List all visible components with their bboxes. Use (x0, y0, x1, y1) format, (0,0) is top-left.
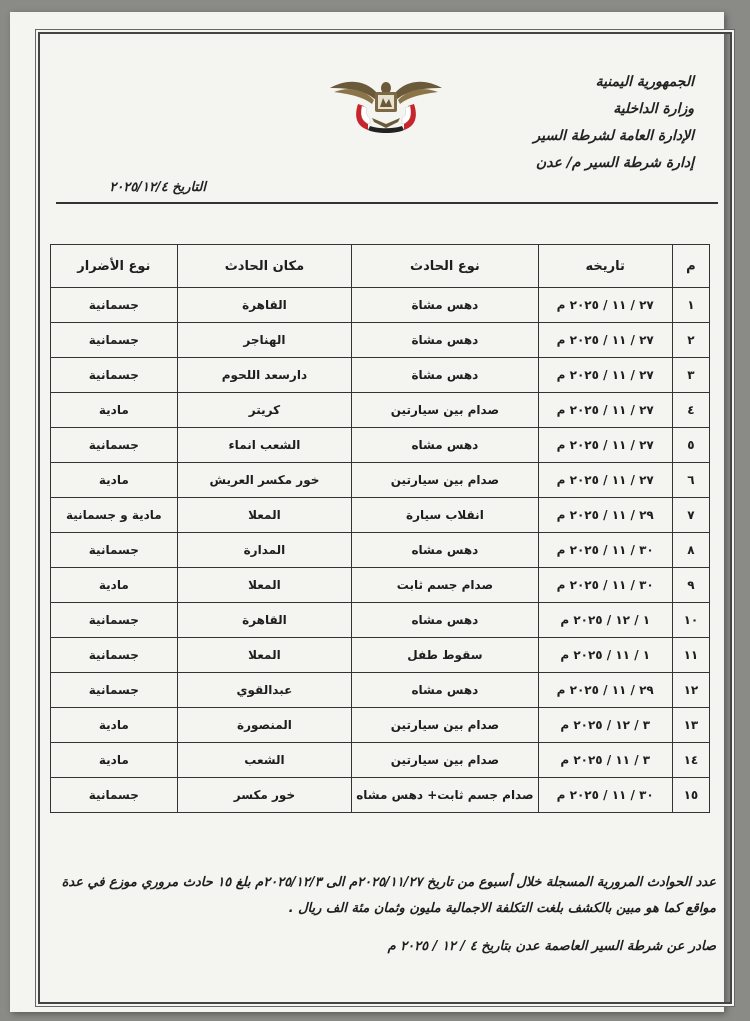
row-no: ١ (672, 288, 709, 323)
row-damage: جسمانية (51, 673, 178, 708)
issued-line: صادر عن شرطة السير العاصمة عدن بتاريخ ٤ / ١٢ / ٢٠٢٥ م (387, 939, 716, 954)
table-row (51, 778, 710, 813)
row-damage: جسمانية (51, 428, 178, 463)
row-date: ٣ / ١٢ / ٢٠٢٥ م (538, 708, 672, 743)
row-place: كريتر (177, 393, 352, 428)
row-damage: مادية (51, 708, 178, 743)
yemen-emblem-icon (328, 74, 444, 136)
row-type: صدام بين سيارتين (352, 743, 538, 778)
row-type: دهس مشاة (352, 288, 538, 323)
row-place: خور مكسر (177, 778, 352, 813)
row-no: ١٠ (672, 603, 709, 638)
table-row (51, 288, 710, 323)
row-date: ٢٧ / ١١ / ٢٠٢٥ م (538, 463, 672, 498)
row-damage: مادية (51, 743, 178, 778)
letterhead (434, 69, 694, 177)
row-place: الهناجر (177, 323, 352, 358)
header-no: م (672, 245, 709, 288)
row-type: انقلاب سيارة (352, 498, 538, 533)
row-no: ١٣ (672, 708, 709, 743)
row-damage: مادية و جسمانية (51, 498, 178, 533)
table-header-row (51, 245, 710, 288)
row-date: ٣٠ / ١١ / ٢٠٢٥ م (538, 568, 672, 603)
summary-text (50, 870, 716, 960)
row-date: ٢٧ / ١١ / ٢٠٢٥ م (538, 393, 672, 428)
row-type: صدام بين سيارتين (352, 708, 538, 743)
row-type: دهس مشاه (352, 673, 538, 708)
row-place: الشعب انماء (177, 428, 352, 463)
row-no: ٩ (672, 568, 709, 603)
row-place: الشعب (177, 743, 352, 778)
row-place: القاهرة (177, 288, 352, 323)
row-place: القاهرة (177, 603, 352, 638)
row-damage: جسمانية (51, 323, 178, 358)
header-country: الجمهورية اليمنية (595, 74, 694, 90)
row-place: المدارة (177, 533, 352, 568)
table-row (51, 393, 710, 428)
row-date: ١ / ١١ / ٢٠٢٥ م (538, 638, 672, 673)
header-branch: إدارة شرطة السير م/ عدن (535, 155, 694, 171)
summary-line-1: عدد الحوادث المرورية المسجلة خلال أسبوع من تاريخ ٢٠٢٥/١١/٢٧م الى ٢٠٢٥/١٢/٣م بلغ ١٥ حادث مروري موزع في عدة (61, 875, 716, 890)
table-row (51, 743, 710, 778)
header-damage: نوع الأضرار (51, 245, 178, 288)
table-row (51, 638, 710, 673)
row-no: ١٢ (672, 673, 709, 708)
row-damage: مادية (51, 463, 178, 498)
row-no: ١٥ (672, 778, 709, 813)
header-type: نوع الحادث (352, 245, 538, 288)
header-place: مكان الحادث (177, 245, 352, 288)
row-date: ٢٩ / ١١ / ٢٠٢٥ م (538, 498, 672, 533)
table-row (51, 568, 710, 603)
row-no: ٤ (672, 393, 709, 428)
row-place: المعلا (177, 638, 352, 673)
row-damage: جسمانية (51, 638, 178, 673)
row-place: عبدالقوي (177, 673, 352, 708)
row-date: ٣٠ / ١١ / ٢٠٢٥ م (538, 533, 672, 568)
header-divider (56, 202, 718, 204)
table-row (51, 533, 710, 568)
row-type: دهس مشاة (352, 323, 538, 358)
header-ministry: وزارة الداخلية (613, 101, 694, 117)
row-date: ٢٧ / ١١ / ٢٠٢٥ م (538, 323, 672, 358)
table-row (51, 673, 710, 708)
row-type: سقوط طفل (352, 638, 538, 673)
row-no: ٥ (672, 428, 709, 463)
table-row (51, 603, 710, 638)
row-damage: جسمانية (51, 603, 178, 638)
header-date: تاريخه (538, 245, 672, 288)
row-date: ٢٧ / ١١ / ٢٠٢٥ م (538, 358, 672, 393)
row-place: دارسعد اللحوم (177, 358, 352, 393)
row-damage: جسمانية (51, 778, 178, 813)
row-damage: جسمانية (51, 288, 178, 323)
row-type: صدام بين سيارتين (352, 463, 538, 498)
document-date: التاريخ ٢٠٢٥/١٢/٤ (109, 180, 206, 195)
row-date: ٢٧ / ١١ / ٢٠٢٥ م (538, 288, 672, 323)
table-row (51, 428, 710, 463)
row-date: ٣٠ / ١١ / ٢٠٢٥ م (538, 778, 672, 813)
row-date: ٢٧ / ١١ / ٢٠٢٥ م (538, 428, 672, 463)
row-type: صدام جسم ثابت+ دهس مشاه (352, 778, 538, 813)
row-no: ٨ (672, 533, 709, 568)
document-page (10, 12, 724, 1012)
summary-line-2: مواقع كما هو مبين بالكشف بلغت التكلفة الاجمالية مليون وثمان مئة الف ريال . (288, 901, 716, 916)
table-row (51, 463, 710, 498)
row-damage: مادية (51, 393, 178, 428)
row-no: ٢ (672, 323, 709, 358)
row-type: دهس مشاه (352, 428, 538, 463)
row-place: المعلا (177, 568, 352, 603)
table-body (51, 288, 710, 813)
incidents-table (50, 244, 710, 813)
row-no: ٧ (672, 498, 709, 533)
row-no: ٣ (672, 358, 709, 393)
row-no: ١١ (672, 638, 709, 673)
row-type: صدام جسم ثابت (352, 568, 538, 603)
table-row (51, 708, 710, 743)
row-type: صدام بين سيارتين (352, 393, 538, 428)
row-type: دهس مشاه (352, 603, 538, 638)
row-no: ٦ (672, 463, 709, 498)
row-date: ٢٩ / ١١ / ٢٠٢٥ م (538, 673, 672, 708)
row-damage: مادية (51, 568, 178, 603)
row-damage: جسمانية (51, 533, 178, 568)
row-place: المعلا (177, 498, 352, 533)
row-place: خور مكسر العريش (177, 463, 352, 498)
header-department: الإدارة العامة لشرطة السير (533, 128, 694, 144)
row-date: ٣ / ١١ / ٢٠٢٥ م (538, 743, 672, 778)
row-no: ١٤ (672, 743, 709, 778)
table-row (51, 358, 710, 393)
row-place: المنصورة (177, 708, 352, 743)
row-type: دهس مشاة (352, 358, 538, 393)
table-row (51, 323, 710, 358)
row-date: ١ / ١٢ / ٢٠٢٥ م (538, 603, 672, 638)
table-row (51, 498, 710, 533)
row-type: دهس مشاه (352, 533, 538, 568)
row-damage: جسمانية (51, 358, 178, 393)
